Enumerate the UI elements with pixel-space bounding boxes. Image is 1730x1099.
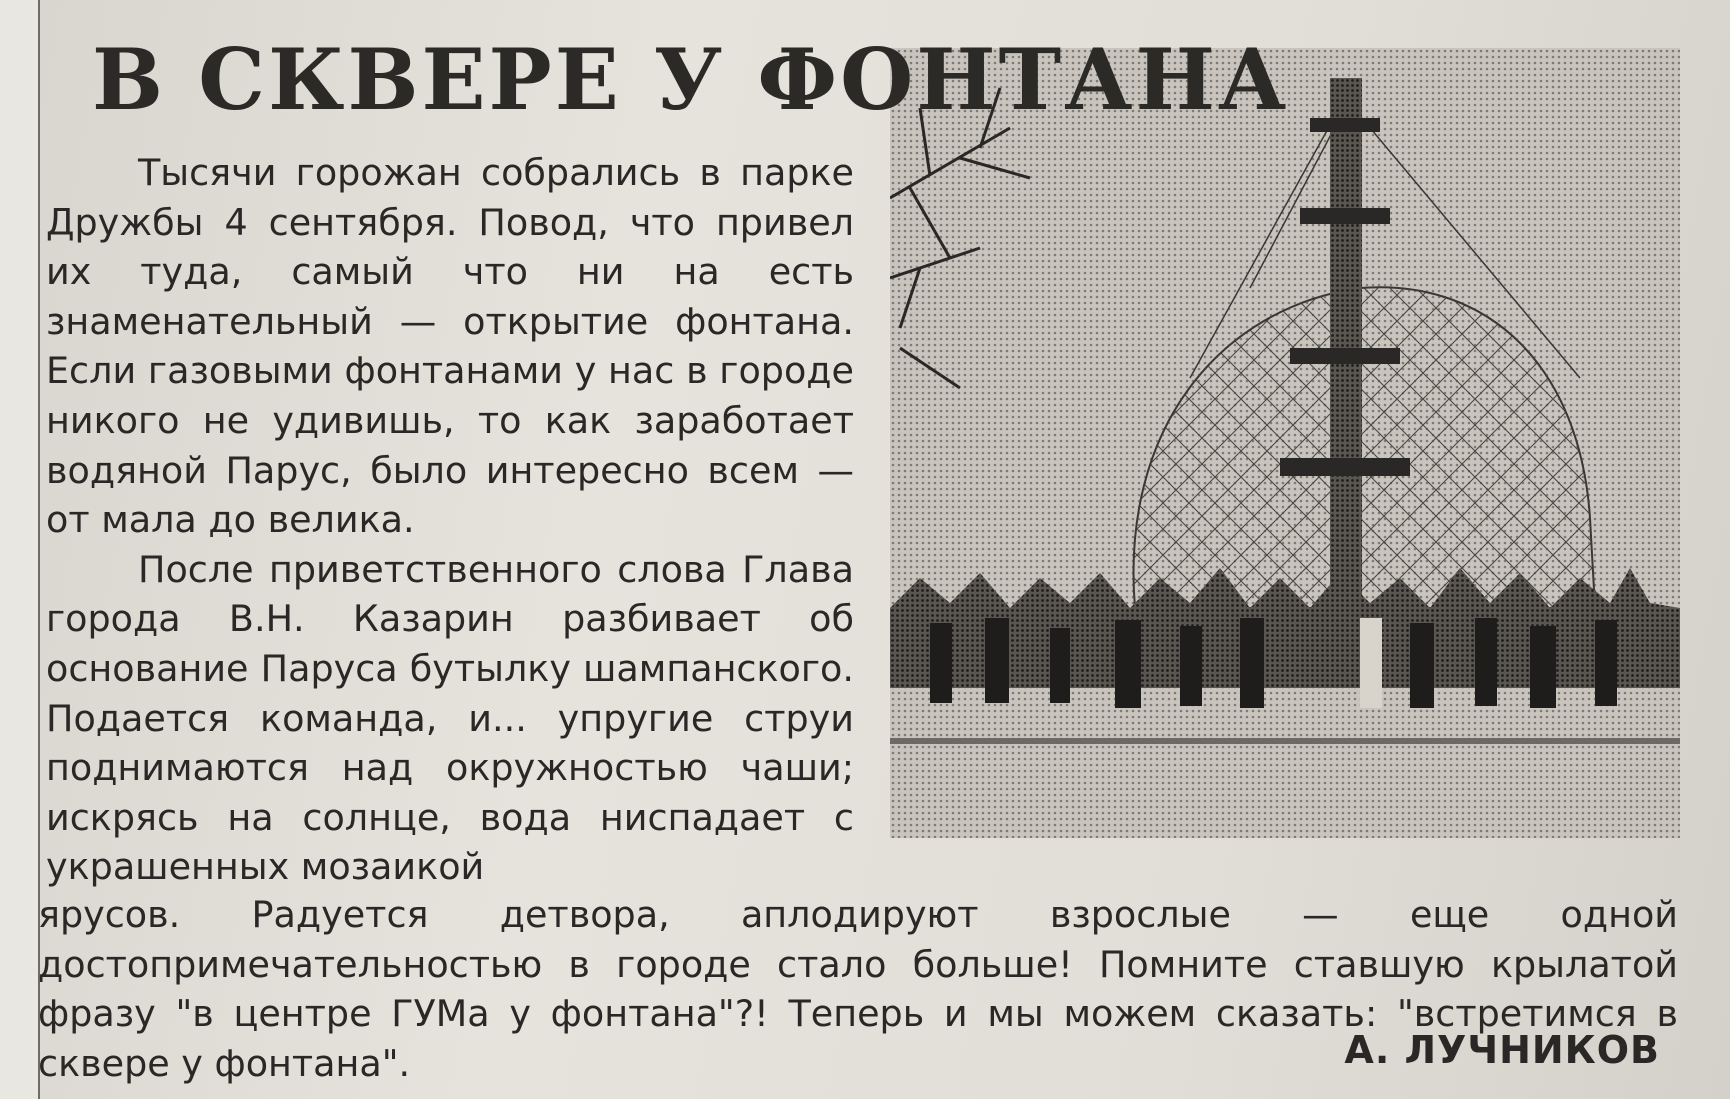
- author-byline: А. ЛУЧНИКОВ: [1344, 1028, 1660, 1072]
- paragraph-2-continued: ярусов. Радуется детвора, аплодируют взрослые — еще одной достопримечательностью в городе стало больше! Помните ставшую крылатой фразу "в центре ГУМа у фонтана"?! Теперь и мы можем сказать: "встретимся в сквере у фонтана".: [38, 893, 1678, 1085]
- article-column: [46, 148, 854, 892]
- ground: [890, 708, 1680, 838]
- adjacent-column-edge: [0, 0, 40, 1099]
- paragraph-2: После приветственного слова Глава города В.Н. Казарин разбивает об основание Паруса бутылку шампанского. Подается команда, и... упругие струи поднимаются над окружностью чаши; искрясь на солнце, вода ниспадает с украшенных мозаикой: [46, 547, 854, 889]
- path-line: [890, 738, 1680, 744]
- fountain-photo-illustration: [890, 48, 1680, 838]
- fountain-photo: [890, 48, 1680, 838]
- article-headline: В СКВЕРЕ У ФОНТАНА: [92, 30, 1290, 129]
- paragraph-1: Тысячи горожан собрались в парке Дружбы 4 сентября. Повод, что привел их туда, самый что ни на есть знаменательный — открытие фонтана. Если газовыми фонтанами у нас в городе никого не удивишь, то как заработает водяной Парус, было интересно всем — от мала до велика.: [46, 151, 854, 542]
